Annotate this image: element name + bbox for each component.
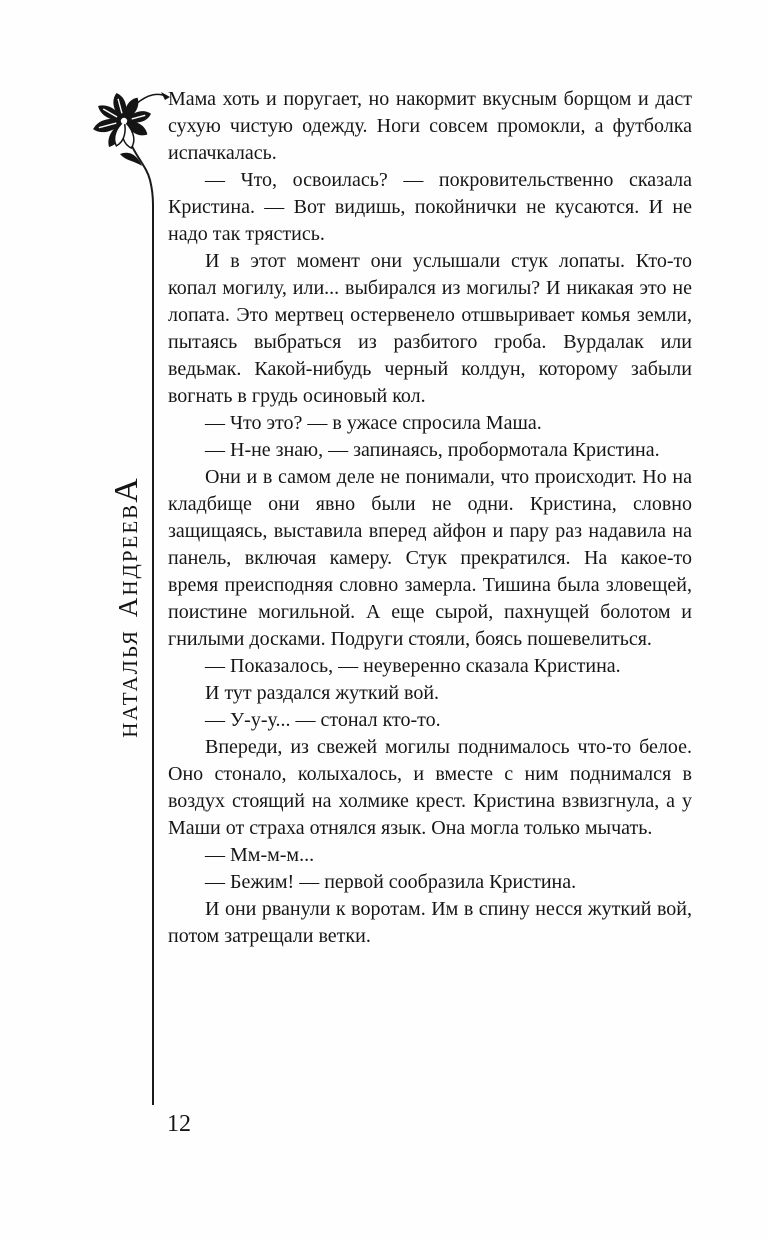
paragraph: — Н-не знаю, — запинаясь, пробормотала Кристина. [205,439,660,461]
paragraph: И они рванули к воротам. Им в спину несся жуткий вой, потом затрещали ветки. [168,898,692,947]
flower-ornament-icon [80,84,172,206]
vertical-rule [152,203,154,1105]
paragraph: Они и в самом деле не понимали, что происходит. Но на кладбище они явно были не одни. Кристина, словно защищаясь, выставила вперед айфон и пару раз надавила на панель, включая камеру. Стук прекратился. На какое-то время преисподняя словно замерла. Тишина была зловещей, поистине могильной. А еще сырой, пахнущей болотом и гнилыми досками. Подруги стояли, боясь пошевелиться. [168,466,692,650]
paragraph: — У-у-у... — стонал кто-то. [205,709,441,731]
paragraph: — Что это? — в ужасе спросила Маша. [205,412,542,434]
paragraph: Впереди, из свежей могилы поднималось что-то белое. Оно стонало, колыхалось, и вместе с ним поднимался в воздух стоящий на холмике крест. Кристина взвизгнула, а у Маши от страха отнялся язык. Она могла только мычать. [168,736,692,839]
page-number: 12 [167,1111,191,1137]
author-surname-final: А [108,476,145,503]
author-name-vertical [108,476,146,738]
author-surname-body: НДРЕЕВ [118,502,142,596]
paragraph: И в этот момент они услышали стук лопаты. Кто-то копал могилу, или... выбирался из могилы? И никакая это не лопата. Это мертвец остервенело отшвыривает комья земли, пытаясь выбраться из разбитого гроба. Вурдалак или ведьмак. Какой-нибудь черный колдун, которому забыли вогнать в грудь осиновый кол. [168,250,692,407]
paragraph: И тут раздался жуткий вой. [205,682,440,704]
paragraph: — Мм-м-м... [205,844,315,866]
paragraph: — Показалось, — неуверенно сказала Кристина. [205,655,621,677]
paragraph: — Бежим! — первой сообразила Кристина. [205,871,577,893]
author-surname-initial: А [113,595,143,618]
paragraph: — Что, освоилась? — покровительственно сказала Кристина. — Вот видишь, покойнички не кусаются. И не надо так трястись. [168,169,692,245]
paragraph: Мама хоть и поругает, но накормит вкусным борщом и даст сухую чистую одежду. Ноги совсем промокли, а футболка испачкалась. [168,88,692,164]
page-text [168,86,692,950]
author-first-name: НАТАЛЬЯ [118,629,142,738]
